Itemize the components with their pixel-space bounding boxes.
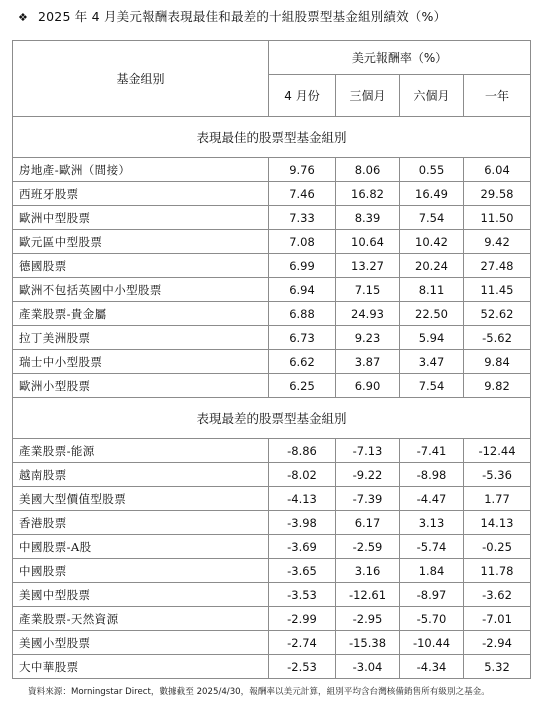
return-3m: 6.90 xyxy=(336,374,400,398)
table-row xyxy=(13,278,531,302)
table-row xyxy=(13,439,531,463)
return-3m: 13.27 xyxy=(336,254,400,278)
return-1m: 6.73 xyxy=(269,326,336,350)
table-row xyxy=(13,511,531,535)
return-1y: -0.25 xyxy=(464,535,531,559)
return-3m: 16.82 xyxy=(336,182,400,206)
return-1y: 9.82 xyxy=(464,374,531,398)
return-1y: 27.48 xyxy=(464,254,531,278)
diamond-bullet-icon: ❖ xyxy=(18,11,29,24)
page-title xyxy=(18,7,446,25)
return-1y: -2.94 xyxy=(464,631,531,655)
return-1m: 6.88 xyxy=(269,302,336,326)
fund-group-name: 瑞士中小型股票 xyxy=(13,350,269,374)
fund-group-name: 產業股票-貴金屬 xyxy=(13,302,269,326)
return-1y: -3.62 xyxy=(464,583,531,607)
return-6m: -4.34 xyxy=(400,655,464,679)
return-1m: -8.02 xyxy=(269,463,336,487)
return-1m: 6.62 xyxy=(269,350,336,374)
return-1y: 9.84 xyxy=(464,350,531,374)
return-3m: -7.39 xyxy=(336,487,400,511)
table-row xyxy=(13,182,531,206)
return-3m: 6.17 xyxy=(336,511,400,535)
return-1m: -2.74 xyxy=(269,631,336,655)
return-1m: -2.53 xyxy=(269,655,336,679)
table-row xyxy=(13,350,531,374)
fund-group-name: 歐洲小型股票 xyxy=(13,374,269,398)
fund-group-name: 美國大型價值型股票 xyxy=(13,487,269,511)
period-header-1m: 4 月份 xyxy=(269,75,336,117)
return-6m: -10.44 xyxy=(400,631,464,655)
fund-group-name: 房地產-歐洲（間接） xyxy=(13,158,269,182)
table-row xyxy=(13,206,531,230)
return-3m: 10.64 xyxy=(336,230,400,254)
return-1m: -3.53 xyxy=(269,583,336,607)
return-6m: 5.94 xyxy=(400,326,464,350)
table-row xyxy=(13,374,531,398)
performance-table xyxy=(12,40,531,679)
return-6m: 10.42 xyxy=(400,230,464,254)
return-1y: 29.58 xyxy=(464,182,531,206)
return-6m: 16.49 xyxy=(400,182,464,206)
table-row xyxy=(13,326,531,350)
return-1m: -2.99 xyxy=(269,607,336,631)
return-1m: 6.94 xyxy=(269,278,336,302)
return-1m: 7.46 xyxy=(269,182,336,206)
return-6m: -5.70 xyxy=(400,607,464,631)
return-1m: 9.76 xyxy=(269,158,336,182)
fund-group-name: 美國中型股票 xyxy=(13,583,269,607)
return-3m: -2.59 xyxy=(336,535,400,559)
period-header-3m: 三個月 xyxy=(336,75,400,117)
fund-group-name: 德國股票 xyxy=(13,254,269,278)
table-row xyxy=(13,487,531,511)
best-section-heading: 表現最佳的股票型基金組別 xyxy=(13,117,531,158)
return-3m: 24.93 xyxy=(336,302,400,326)
return-6m: 20.24 xyxy=(400,254,464,278)
return-1y: -5.62 xyxy=(464,326,531,350)
fund-group-name: 產業股票-天然資源 xyxy=(13,607,269,631)
fund-group-name: 歐洲不包括英國中小型股票 xyxy=(13,278,269,302)
fund-group-name: 大中華股票 xyxy=(13,655,269,679)
return-3m: 9.23 xyxy=(336,326,400,350)
return-1y: 11.45 xyxy=(464,278,531,302)
return-1m: -4.13 xyxy=(269,487,336,511)
return-3m: 8.39 xyxy=(336,206,400,230)
return-6m: -8.97 xyxy=(400,583,464,607)
return-1m: 6.99 xyxy=(269,254,336,278)
return-1m: 7.33 xyxy=(269,206,336,230)
return-6m: -5.74 xyxy=(400,535,464,559)
return-3m: 3.87 xyxy=(336,350,400,374)
table-row xyxy=(13,158,531,182)
fund-group-name: 西班牙股票 xyxy=(13,182,269,206)
return-6m: 8.11 xyxy=(400,278,464,302)
return-1y: 11.50 xyxy=(464,206,531,230)
return-3m: -3.04 xyxy=(336,655,400,679)
table-row xyxy=(13,230,531,254)
table-row xyxy=(13,559,531,583)
table-row xyxy=(13,655,531,679)
usd-return-header: 美元報酬率（%） xyxy=(269,41,531,75)
return-1y: 11.78 xyxy=(464,559,531,583)
return-6m: 22.50 xyxy=(400,302,464,326)
table-row xyxy=(13,254,531,278)
table-row xyxy=(13,583,531,607)
return-6m: 3.13 xyxy=(400,511,464,535)
return-3m: -9.22 xyxy=(336,463,400,487)
return-6m: 7.54 xyxy=(400,206,464,230)
return-3m: -15.38 xyxy=(336,631,400,655)
fund-group-name: 歐元區中型股票 xyxy=(13,230,269,254)
fund-group-name: 美國小型股票 xyxy=(13,631,269,655)
return-1y: -7.01 xyxy=(464,607,531,631)
return-3m: 7.15 xyxy=(336,278,400,302)
return-6m: -7.41 xyxy=(400,439,464,463)
return-1y: 1.77 xyxy=(464,487,531,511)
table-row xyxy=(13,535,531,559)
fund-group-name: 拉丁美洲股票 xyxy=(13,326,269,350)
return-1y: -12.44 xyxy=(464,439,531,463)
return-3m: 8.06 xyxy=(336,158,400,182)
period-header-6m: 六個月 xyxy=(400,75,464,117)
return-1m: -3.69 xyxy=(269,535,336,559)
return-3m: -12.61 xyxy=(336,583,400,607)
return-6m: -4.47 xyxy=(400,487,464,511)
return-6m: 0.55 xyxy=(400,158,464,182)
fund-group-name: 中國股票-A股 xyxy=(13,535,269,559)
return-1m: -8.86 xyxy=(269,439,336,463)
fund-group-name: 香港股票 xyxy=(13,511,269,535)
fund-group-header: 基金组别 xyxy=(13,41,269,117)
return-6m: 3.47 xyxy=(400,350,464,374)
fund-group-name: 歐洲中型股票 xyxy=(13,206,269,230)
return-6m: 1.84 xyxy=(400,559,464,583)
period-header-1y: 一年 xyxy=(464,75,531,117)
return-1y: 52.62 xyxy=(464,302,531,326)
return-1y: -5.36 xyxy=(464,463,531,487)
return-1y: 6.04 xyxy=(464,158,531,182)
table-row xyxy=(13,607,531,631)
source-note: 資料來源：Morningstar Direct，數據截至 2025/4/30，報酬率以美元計算，組別平均含台灣核備銷售所有級別之基金。 xyxy=(28,687,490,697)
return-1y: 9.42 xyxy=(464,230,531,254)
return-1m: -3.65 xyxy=(269,559,336,583)
return-1m: -3.98 xyxy=(269,511,336,535)
table-row xyxy=(13,463,531,487)
return-3m: -2.95 xyxy=(336,607,400,631)
worst-section-heading: 表現最差的股票型基金組別 xyxy=(13,398,531,439)
return-6m: 7.54 xyxy=(400,374,464,398)
return-1y: 5.32 xyxy=(464,655,531,679)
return-1y: 14.13 xyxy=(464,511,531,535)
return-6m: -8.98 xyxy=(400,463,464,487)
return-1m: 7.08 xyxy=(269,230,336,254)
return-1m: 6.25 xyxy=(269,374,336,398)
table-row xyxy=(13,631,531,655)
fund-group-name: 產業股票-能源 xyxy=(13,439,269,463)
fund-group-name: 越南股票 xyxy=(13,463,269,487)
fund-group-name: 中國股票 xyxy=(13,559,269,583)
return-3m: 3.16 xyxy=(336,559,400,583)
return-3m: -7.13 xyxy=(336,439,400,463)
title-text: 2025 年 4 月美元報酬表現最佳和最差的十組股票型基金組別績效（%） xyxy=(38,9,447,24)
table-row xyxy=(13,302,531,326)
